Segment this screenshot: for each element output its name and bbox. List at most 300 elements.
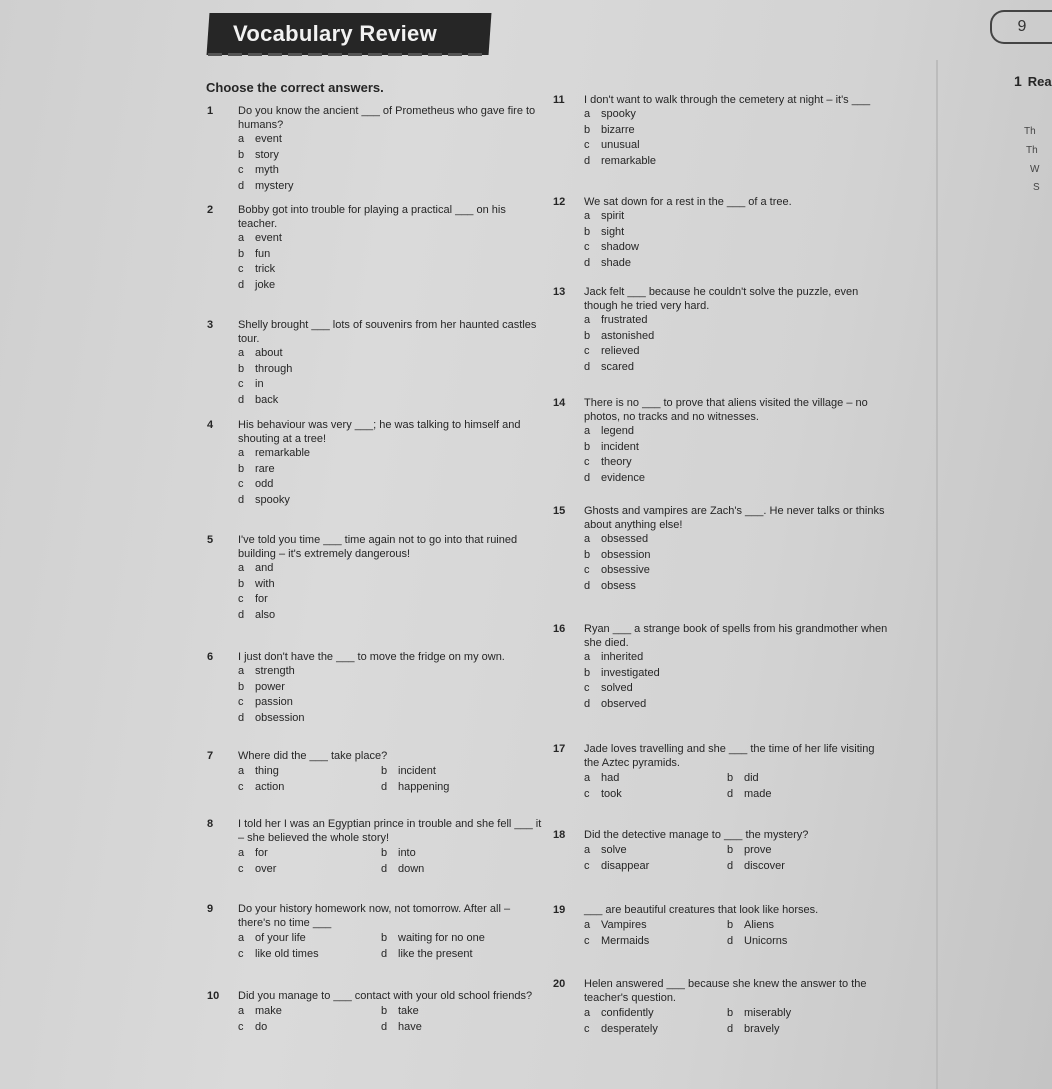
option-text: scared	[601, 360, 635, 373]
answer-option[interactable]	[238, 377, 542, 393]
answer-option[interactable]	[381, 779, 541, 795]
answer-option[interactable]	[727, 842, 887, 858]
option-text: rare	[255, 462, 275, 475]
option-letter: d	[381, 1021, 388, 1033]
answer-option[interactable]	[238, 493, 542, 509]
option-text: back	[255, 393, 279, 406]
answer-option[interactable]	[238, 262, 542, 278]
answer-option[interactable]	[584, 440, 888, 456]
option-text: down	[398, 863, 425, 875]
option-text: power	[255, 680, 285, 693]
answer-option[interactable]	[238, 577, 542, 593]
answer-option[interactable]	[238, 592, 542, 608]
option-text: for	[255, 847, 268, 859]
question-number: 12	[553, 196, 566, 208]
answer-option[interactable]	[238, 462, 542, 478]
question-19	[553, 903, 888, 949]
option-letter: d	[584, 256, 591, 269]
option-letter: c	[584, 935, 590, 947]
option-letter: a	[584, 844, 591, 856]
answer-option[interactable]	[584, 424, 888, 440]
answer-options	[584, 770, 888, 802]
question-number: 1	[207, 105, 214, 117]
option-text: spirit	[601, 210, 625, 222]
option-letter: a	[584, 919, 591, 931]
answer-option[interactable]	[584, 107, 888, 123]
option-letter: c	[584, 682, 590, 694]
option-text: obsession	[255, 711, 305, 724]
question-18	[553, 828, 888, 874]
answer-option[interactable]	[584, 1005, 727, 1021]
question-number: 9	[207, 903, 214, 915]
option-text: Aliens	[744, 919, 774, 931]
option-text: took	[601, 788, 622, 800]
option-text: incident	[601, 440, 639, 453]
question-20	[553, 977, 888, 1037]
question-number: 8	[207, 818, 214, 830]
question-number: 18	[553, 829, 566, 841]
answer-option[interactable]	[238, 845, 381, 861]
side-section-number: 1	[1014, 73, 1022, 89]
option-letter: d	[381, 863, 388, 875]
option-letter: c	[584, 345, 590, 357]
option-text: bizarre	[601, 123, 635, 136]
question-2	[207, 203, 542, 293]
answer-option[interactable]	[238, 664, 542, 680]
answer-options	[238, 132, 542, 194]
option-letter: b	[727, 919, 734, 931]
option-letter: d	[238, 608, 245, 621]
option-letter: c	[238, 781, 244, 793]
option-text: story	[255, 148, 279, 161]
answer-options	[238, 446, 542, 508]
option-letter: d	[381, 948, 388, 960]
option-letter: b	[381, 932, 388, 944]
option-letter: a	[584, 533, 591, 545]
option-text: mystery	[255, 179, 294, 192]
option-letter: a	[584, 210, 591, 222]
answer-option[interactable]	[238, 148, 542, 164]
option-text: event	[255, 133, 282, 145]
option-text: Unicorns	[744, 935, 788, 947]
answer-option[interactable]	[381, 763, 541, 779]
answer-options	[238, 346, 542, 408]
option-letter: d	[727, 935, 734, 947]
option-letter: b	[584, 123, 591, 136]
option-text: obsession	[601, 548, 651, 561]
option-letter: d	[584, 471, 591, 484]
option-letter: d	[727, 860, 734, 872]
option-text: incident	[398, 765, 436, 777]
answer-option[interactable]	[584, 471, 888, 487]
option-text: investigated	[601, 666, 660, 679]
option-letter: b	[584, 548, 591, 561]
answer-option[interactable]	[238, 763, 381, 779]
option-text: in	[255, 378, 264, 390]
option-text: of your life	[255, 932, 306, 944]
question-7	[207, 749, 542, 795]
question-11	[553, 93, 888, 169]
option-letter: a	[238, 562, 245, 574]
option-text: action	[255, 781, 285, 793]
question-number: 13	[553, 286, 566, 298]
option-letter: c	[238, 593, 244, 605]
option-letter: d	[584, 360, 591, 373]
option-text: Vampires	[601, 919, 647, 931]
question-number: 20	[553, 978, 566, 990]
option-text: bravely	[744, 1023, 780, 1035]
answer-options	[584, 650, 888, 712]
option-text: inherited	[601, 651, 644, 663]
option-letter: a	[238, 347, 245, 359]
answer-option[interactable]	[584, 917, 727, 933]
question-14	[553, 396, 888, 486]
option-text: sight	[601, 225, 625, 238]
option-text: joke	[255, 278, 276, 291]
question-number: 6	[207, 651, 214, 663]
question-number: 16	[553, 623, 566, 635]
answer-option[interactable]	[584, 666, 888, 682]
question-9	[207, 902, 542, 962]
answer-option[interactable]	[238, 179, 542, 195]
question-4	[207, 418, 542, 508]
question-number: 17	[553, 743, 566, 755]
option-letter: a	[238, 447, 245, 459]
side-fragment: S	[1033, 182, 1040, 193]
answer-option[interactable]	[584, 240, 888, 256]
option-letter: a	[584, 314, 591, 326]
answer-option[interactable]	[584, 770, 727, 786]
option-text: evidence	[601, 471, 646, 484]
option-letter: d	[584, 697, 591, 710]
answer-option[interactable]	[238, 477, 542, 493]
option-text: event	[255, 232, 282, 244]
option-text: spooky	[255, 493, 290, 506]
option-text: passion	[255, 696, 293, 708]
answer-option[interactable]	[584, 681, 888, 697]
question-stem: Do your history homework now, not tomorrow. After all – there's no time ___	[238, 903, 511, 929]
option-letter: c	[238, 1021, 244, 1033]
option-letter: b	[238, 362, 245, 375]
option-letter: a	[238, 765, 245, 777]
side-section-label: Rea	[1027, 74, 1052, 89]
option-text: obsessive	[601, 564, 650, 576]
option-text: observed	[601, 697, 647, 710]
option-letter: a	[238, 932, 245, 944]
option-text: do	[255, 1021, 268, 1033]
answer-option[interactable]	[584, 154, 888, 170]
option-letter: d	[381, 781, 388, 793]
question-number: 7	[207, 750, 214, 762]
option-text: solved	[601, 682, 633, 694]
option-text: theory	[601, 456, 632, 468]
option-text: obsessed	[601, 533, 649, 545]
answer-option[interactable]	[238, 247, 542, 263]
question-15	[553, 504, 888, 594]
answer-options	[584, 917, 888, 949]
option-text: fun	[255, 247, 271, 260]
answer-option[interactable]	[381, 1019, 541, 1035]
option-letter: d	[584, 579, 591, 592]
option-letter: b	[584, 329, 591, 342]
question-stem: Did the detective manage to ___ the mystery?	[584, 829, 809, 841]
option-text: myth	[255, 164, 279, 176]
question-1	[207, 104, 542, 194]
option-letter: b	[238, 462, 245, 475]
option-letter: b	[238, 148, 245, 161]
question-stem: His behaviour was very ___; he was talking to himself and shouting at a tree!	[238, 419, 521, 445]
next-page-column	[936, 60, 1048, 1089]
option-text: obsess	[601, 579, 636, 592]
option-letter: a	[238, 665, 245, 677]
option-letter: c	[584, 241, 590, 253]
answer-option[interactable]	[727, 858, 887, 874]
option-text: astonished	[601, 329, 655, 342]
answer-options	[584, 209, 888, 271]
answer-option[interactable]	[238, 779, 381, 795]
option-letter: c	[584, 456, 590, 468]
option-letter: c	[238, 478, 244, 490]
question-stem: Did you manage to ___ contact with your old school friends?	[238, 990, 533, 1002]
answer-option[interactable]	[584, 579, 888, 595]
answer-option[interactable]	[584, 563, 888, 579]
option-letter: d	[727, 1023, 734, 1035]
question-number: 14	[553, 397, 566, 409]
question-number: 4	[207, 419, 214, 431]
option-letter: a	[238, 232, 245, 244]
option-text: prove	[744, 844, 772, 856]
option-letter: d	[238, 179, 245, 192]
answer-option[interactable]	[584, 256, 888, 272]
answer-option[interactable]	[584, 532, 888, 548]
answer-option[interactable]	[584, 209, 888, 225]
question-number: 11	[553, 94, 565, 106]
option-letter: c	[584, 564, 590, 576]
option-letter: c	[238, 948, 244, 960]
option-text: for	[255, 593, 268, 605]
option-text: unusual	[601, 139, 640, 151]
answer-option[interactable]	[238, 1019, 381, 1035]
option-letter: a	[238, 1005, 245, 1017]
answer-option[interactable]	[238, 861, 381, 877]
option-letter: a	[238, 847, 245, 859]
answer-option[interactable]	[584, 360, 888, 376]
question-10	[207, 989, 542, 1035]
option-text: relieved	[601, 345, 640, 357]
answer-option[interactable]	[584, 329, 888, 345]
option-letter: b	[727, 844, 734, 856]
answer-option[interactable]	[238, 711, 542, 727]
answer-options	[584, 424, 888, 486]
option-text: shade	[601, 256, 631, 269]
answer-option[interactable]	[584, 786, 727, 802]
question-3	[207, 318, 542, 408]
answer-options	[238, 845, 542, 877]
answer-option[interactable]	[727, 1005, 887, 1021]
option-text: frustrated	[601, 314, 648, 326]
option-text: solve	[601, 844, 627, 856]
answer-option[interactable]	[727, 770, 887, 786]
question-stem: Helen answered ___ because she knew the answer to the teacher's question.	[584, 978, 867, 1004]
question-stem: Bobby got into trouble for playing a practical ___ on his teacher.	[238, 204, 506, 230]
answer-option[interactable]	[584, 1021, 727, 1037]
answer-option[interactable]	[584, 455, 888, 471]
side-fragment: Th	[1026, 145, 1038, 156]
page-number-badge: 9	[990, 10, 1052, 44]
answer-option[interactable]	[238, 930, 381, 946]
side-fragment: W	[1030, 164, 1040, 175]
option-letter: a	[238, 133, 245, 145]
question-number: 3	[207, 319, 214, 331]
question-stem: I just don't have the ___ to move the fridge on my own.	[238, 651, 505, 663]
option-text: through	[255, 362, 293, 375]
option-letter: b	[727, 772, 734, 784]
option-text: about	[255, 347, 283, 359]
option-text: spooky	[601, 108, 636, 120]
answer-option[interactable]	[238, 393, 542, 409]
option-text: remarkable	[255, 447, 311, 459]
answer-options	[238, 763, 542, 795]
question-stem: I don't want to walk through the cemetery at night – it's ___	[584, 94, 871, 106]
option-letter: b	[381, 765, 388, 777]
option-text: happening	[398, 781, 450, 793]
option-text: had	[601, 772, 620, 784]
answer-option[interactable]	[238, 695, 542, 711]
option-letter: b	[584, 666, 591, 679]
option-text: with	[255, 577, 275, 590]
option-letter: c	[584, 139, 590, 151]
answer-option[interactable]	[381, 1003, 541, 1019]
answer-options	[584, 532, 888, 594]
answer-options	[238, 561, 542, 623]
side-section-heading	[1014, 73, 1052, 89]
option-text: into	[398, 847, 416, 859]
answer-option[interactable]	[381, 946, 541, 962]
answer-option[interactable]	[727, 917, 887, 933]
option-text: made	[744, 788, 772, 800]
answer-option[interactable]	[584, 138, 888, 154]
answer-option[interactable]	[584, 858, 727, 874]
option-text: have	[398, 1021, 422, 1033]
answer-options	[238, 930, 542, 962]
answer-option[interactable]	[238, 446, 542, 462]
side-fragment: Th	[1024, 126, 1036, 137]
option-letter: d	[727, 788, 734, 800]
answer-option[interactable]	[238, 278, 542, 294]
answer-options	[238, 231, 542, 293]
question-13	[553, 285, 888, 375]
answer-option[interactable]	[584, 313, 888, 329]
option-text: strength	[255, 665, 295, 677]
answer-option[interactable]	[584, 344, 888, 360]
answer-option[interactable]	[584, 123, 888, 139]
answer-option[interactable]	[238, 561, 542, 577]
option-text: miserably	[744, 1007, 792, 1019]
page-title: Vocabulary Review	[233, 21, 438, 46]
title-divider	[208, 53, 488, 56]
answer-option[interactable]	[727, 1021, 887, 1037]
question-5	[207, 533, 542, 623]
answer-option[interactable]	[381, 930, 541, 946]
question-stem: We sat down for a rest in the ___ of a tree.	[584, 196, 792, 208]
question-number: 5	[207, 534, 214, 546]
instruction: Choose the correct answers.	[206, 80, 384, 95]
option-letter: d	[238, 278, 245, 291]
answer-option[interactable]	[238, 608, 542, 624]
option-letter: b	[238, 247, 245, 260]
option-letter: d	[238, 393, 245, 406]
option-letter: c	[584, 788, 590, 800]
option-text: desperately	[601, 1023, 658, 1035]
question-16	[553, 622, 888, 712]
option-letter: c	[238, 164, 244, 176]
option-letter: d	[584, 154, 591, 167]
option-letter: d	[238, 493, 245, 506]
option-text: waiting for no one	[398, 932, 485, 944]
option-letter: b	[381, 847, 388, 859]
question-stem: I told her I was an Egyptian prince in trouble and she fell ___ it – she believed the whole story!	[238, 818, 542, 844]
option-text: trick	[255, 263, 276, 275]
option-letter: c	[238, 263, 244, 275]
option-letter: b	[584, 440, 591, 453]
option-letter: c	[584, 860, 590, 872]
option-letter: b	[727, 1007, 734, 1019]
answer-option[interactable]	[238, 231, 542, 247]
option-text: and	[255, 562, 274, 574]
answer-option[interactable]	[584, 842, 727, 858]
option-letter: a	[584, 1007, 591, 1019]
option-text: shadow	[601, 241, 639, 253]
question-stem: Shelly brought ___ lots of souvenirs from her haunted castles tour.	[238, 319, 537, 345]
option-letter: b	[381, 1005, 388, 1017]
option-text: also	[255, 608, 276, 621]
option-letter: d	[238, 711, 245, 724]
answer-option[interactable]	[238, 163, 542, 179]
answer-option[interactable]	[727, 933, 887, 949]
question-number: 2	[207, 204, 214, 216]
answer-option[interactable]	[238, 132, 542, 148]
answer-option[interactable]	[584, 650, 888, 666]
answer-option[interactable]	[584, 697, 888, 713]
answer-option[interactable]	[584, 548, 888, 564]
option-letter: c	[238, 696, 244, 708]
option-letter: a	[584, 651, 591, 663]
option-letter: b	[584, 225, 591, 238]
option-letter: c	[584, 1023, 590, 1035]
question-stem: ___ are beautiful creatures that look like horses.	[584, 904, 819, 916]
answer-option[interactable]	[584, 225, 888, 241]
question-stem: Ghosts and vampires are Zach's ___. He never talks or thinks about anything else!	[584, 505, 885, 531]
answer-option[interactable]	[238, 946, 381, 962]
answer-options	[584, 1005, 888, 1037]
answer-option[interactable]	[238, 346, 542, 362]
answer-option[interactable]	[238, 1003, 381, 1019]
answer-option[interactable]	[584, 933, 727, 949]
question-8	[207, 817, 542, 877]
option-text: over	[255, 863, 277, 875]
answer-option[interactable]	[238, 362, 542, 378]
question-stem: Where did the ___ take place?	[238, 750, 388, 762]
answer-option[interactable]	[238, 680, 542, 696]
question-6	[207, 650, 542, 726]
answer-option[interactable]	[381, 861, 541, 877]
option-letter: b	[238, 680, 245, 693]
answer-option[interactable]	[727, 786, 887, 802]
option-text: like the present	[398, 948, 473, 960]
option-text: disappear	[601, 860, 650, 872]
option-text: take	[398, 1005, 419, 1017]
answer-option[interactable]	[381, 845, 541, 861]
